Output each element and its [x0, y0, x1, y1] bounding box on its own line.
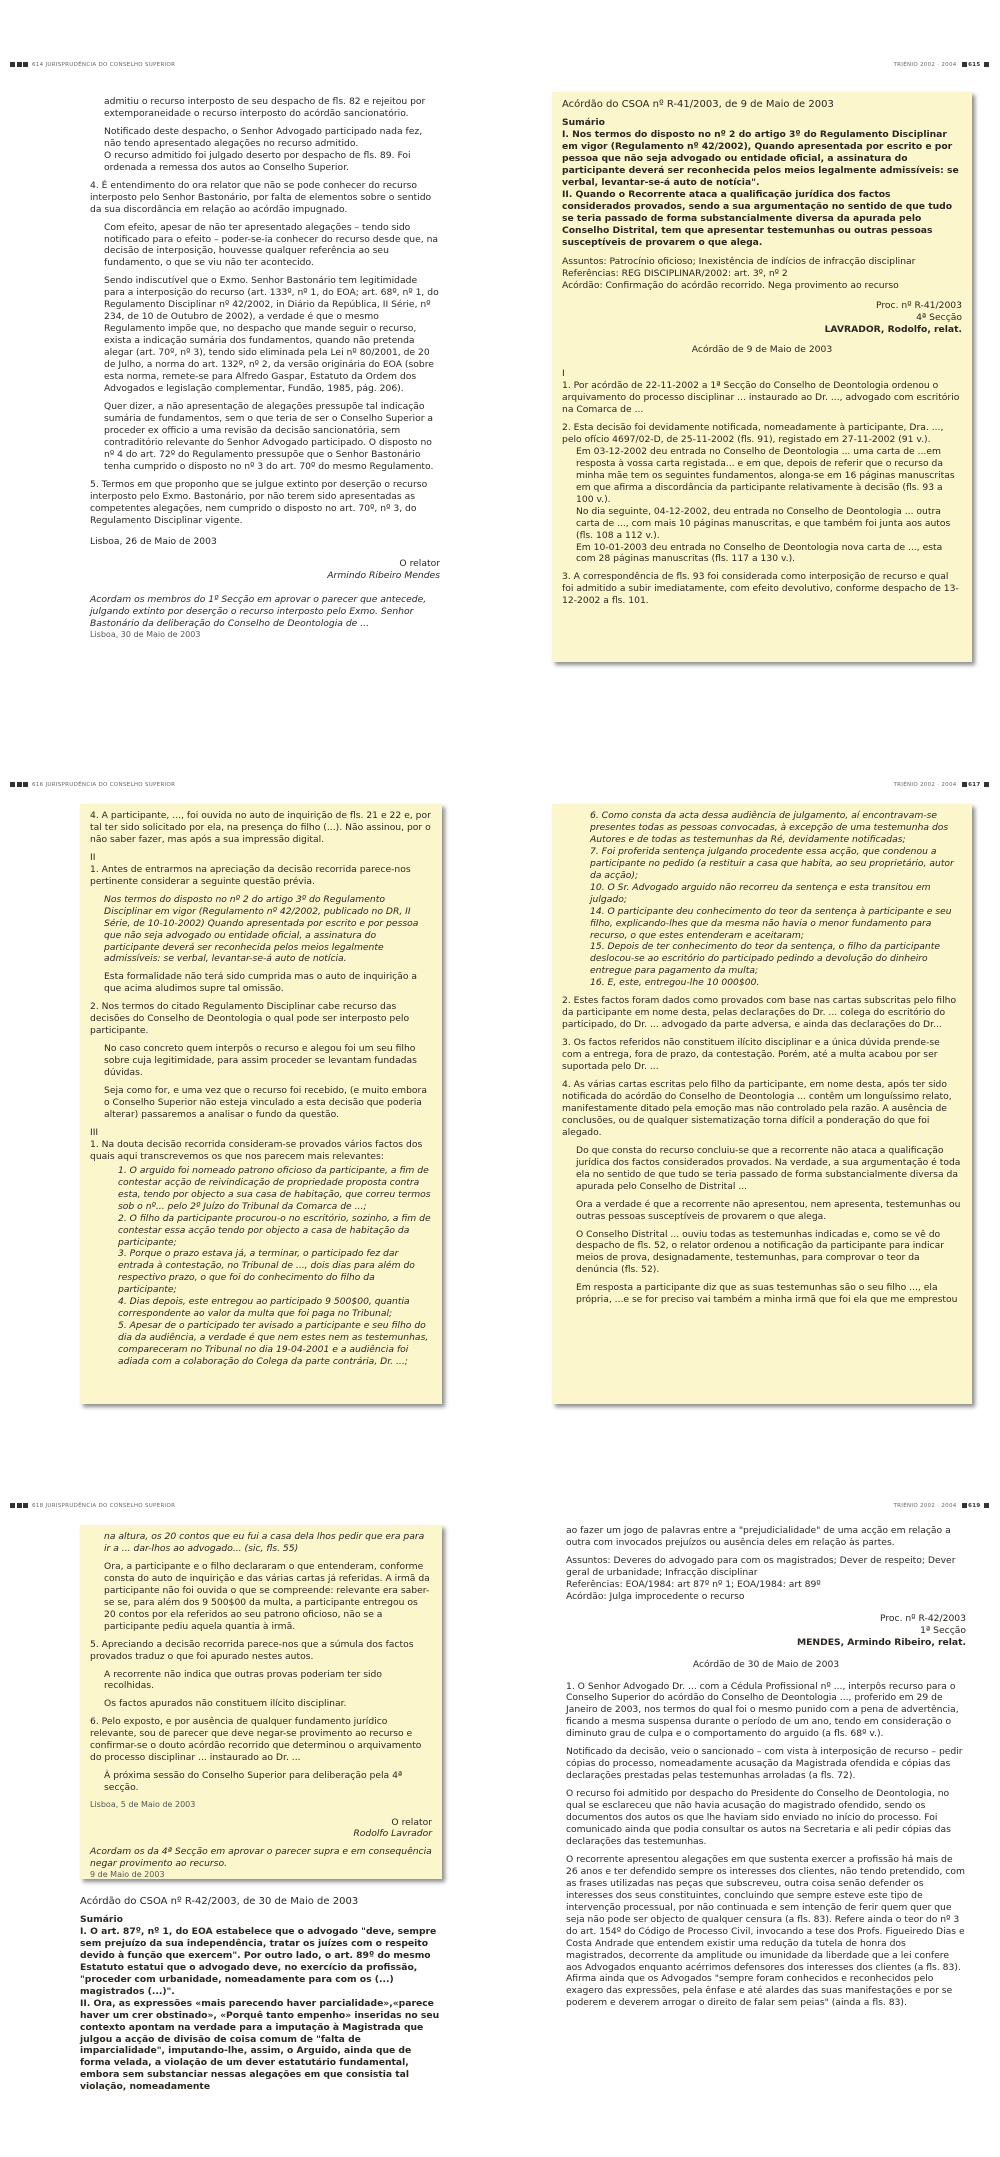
numbered-paragraph: 5. Apreciando a decisão recorrida parece-nos que a súmula dos factos provados traduz o que foi apurado nestes autos.: [90, 1638, 414, 1662]
section-roman: I: [562, 368, 565, 380]
square-icon: [962, 62, 967, 67]
references-line: Referências: EOA/1984: art 87º nº 1; EOA/1984: art 89º: [566, 1578, 821, 1590]
square-icon: [984, 62, 989, 67]
paragraph: O Conselho Distrital ... ouviu todas as testemunhas indicadas e, como se vê do despacho de fls. 52, o relator ordenou a notificação da participante para indicar meios de prova, designadamente, testemunhas, para comprovar o teor da denúncia (fls. 52).: [576, 1228, 944, 1276]
fact-item: 1. O arguido foi nomeado patrono oficioso da participante, a fim de contestar acção de reivindicação de propriedade proposta contra esta, tendo por objecto a sua casa de habitação, que correu termos sob o nº... pelo 2º Juízo do Tribunal da Comarca de ...;: [118, 1164, 431, 1212]
signature-name: Armindo Ribeiro Mendes: [327, 570, 440, 582]
fact-item: 15. Depois de ter conhecimento do teor da sentença, o filho da participante deslocou-se ao escritório do participado pedindo a devolução do dinheiro entregue para pagamento da multa;: [590, 941, 940, 977]
ruling-title: Acórdão do CSOA nº R-42/2003, de 30 de Maio de 2003: [80, 1896, 359, 1907]
paragraph: À próxima sessão do Conselho Superior para deliberação pela 4ª secção.: [104, 1770, 403, 1794]
page-615-summary-box: [552, 92, 972, 662]
spread-2: [0, 782, 1000, 1432]
paragraph: O recorrente apresentou alegações em que sustenta exercer a profissão há mais de 26 anos e ter defendido sempre os interesses dos clientes, não tendo pretendido, com as frases utilizadas nas peças que subscreveu, outra coisa senão defender os interesses dos seus constituintes, concluindo que sempre esteve este tipo de intervenção processual, por não continuada e sem intenção de ferir quem quer que seja não pode ser objecto de qualquer censura (a fls. 83). Refere ainda o teor do nº 3 do art. 154º do Código de Processo Civil, invocando a tese dos Profs. Figueiredo Dias e Costa Andrade que entendem existir uma redução da tutela de honra dos magistrados, decorrente da amplitude ou imunidade da liberdade que a lei confere aos Advogados enquanto acérrimos defensores dos interesses dos clientes (a fls. 83). Afirma ainda que os Advogados "sempre foram conhecidos e reconhecidos pelo exagero das expressões, pela ênfase e até alardes das suas manifestações e por se poderem e deverem arrogar o direito de falar sem peias" (ainda a fls. 83).: [566, 1853, 965, 2009]
numbered-paragraph: 1. Antes de entrarmos na apreciação da decisão recorrida parece-nos pertinente considerar a seguinte questão prévia.: [90, 863, 411, 887]
numbered-paragraph: 3. A correspondência de fls. 93 foi considerada como interposição de recurso e qual foi admitido a subir imediatamente, com efeito devolutivo, conforme despacho de 13-12-2002 a fls. 101.: [562, 571, 959, 607]
quoted-paragraph: na altura, os 20 contos que eu fui a casa dela lhos pedir que era para ir a ... dar-lhos ao advogado... (sic, fls. 55): [104, 1531, 425, 1554]
closing-statement: Acordam os da 4ª Secção em aprovar o parecer supra e em consequência negar provimento ao recurso.: [90, 1846, 432, 1870]
page-header-right: [894, 1503, 990, 1517]
section-roman: II: [90, 851, 96, 863]
proc-section: 1ª Secção: [920, 1624, 966, 1636]
numbered-paragraph: 2. Nos termos do citado Regulamento Disciplinar cabe recurso das decisões do Conselho de Deontologia o qual pode ser interposto pelo participante.: [90, 1001, 410, 1037]
spread-1: [0, 62, 1000, 712]
decision-line: Acórdão: Confirmação do acórdão recorrido. Nega provimento ao recurso: [562, 280, 899, 292]
square-icon: [10, 62, 15, 67]
page-header-left: [10, 62, 175, 76]
numbered-paragraph: 1. Na douta decisão recorrida consideram-se provados vários factos dos quais aqui transcrevemos os que nos parecem mais relevantes:: [90, 1138, 423, 1162]
ruling-title: Acórdão do CSOA nº R-41/2003, de 9 de Maio de 2003: [562, 99, 834, 110]
proc-number: Proc. nº R-42/2003: [879, 1612, 966, 1624]
proc-rapporteur: LAVRADOR, Rodolfo, relat.: [824, 324, 962, 336]
paragraph: A recorrente não indica que outras provas poderiam ter sido recolhidas.: [104, 1668, 383, 1692]
square-icon: [23, 1503, 28, 1508]
paragraph: Seja como for, e uma vez que o recurso foi recebido, (e muito embora o Conselho Superior não esteja vinculado a esta decisão que poderia alterar) passaremos a analisar o fundo da questão.: [104, 1085, 427, 1120]
fact-item: 5. Apesar de o participado ter avisado a participante e seu filho do dia da audiência, a verdade é que nem estes nem as testemunhas, compareceram no Tribunal no dia 19-04-2001 e a audiência foi adiada com a colaboração do Colega da parte contrária, Dr. ...;: [118, 1320, 429, 1368]
running-head: 616 JURISPRUDÊNCIA DO CONSELHO SUPERIOR: [32, 782, 176, 788]
numbered-paragraph: 6. Pelo exposto, e por ausência de qualquer fundamento jurídico relevante, sou de parecer que deve negar-se provimento ao recurso e confirmar-se o douto acórdão recorrido que determinou o arquivamento do processo disciplinar ... instaurado ao Dr. ...: [90, 1716, 422, 1764]
paragraph: Em 03-12-2002 deu entrada no Conselho de Deontologia ... uma carta de ...em resposta à vossa carta registada... e em que, depois de referir que o recurso da minha mãe tem os seguintes fundamentos, alonga-se em 16 páginas manuscritas em que afirma a discordância da participante relativamente à decisão (fls. 93 a 100 v.).: [576, 445, 955, 505]
numbered-paragraph: 1. O Senhor Advogado Dr. ... com a Cédula Profissional nº ..., interpôs recurso para o Conselho Superior do acórdão do Conselho de Deontologia ..., proferido em 29 de Janeiro de 2003, nos termos do qual foi o mesmo punido com a pena de advertência, ficando a mesma suspensa durante o período de um ano, tendo em consideração o diminuto grau de culpa e o comportamento do arguido (a fls. 68º v.).: [566, 1680, 959, 1740]
paragraph: Os factos apurados não constituem ilícito disciplinar.: [104, 1698, 347, 1710]
numbered-paragraph: 4. A participante, ..., foi ouvida no auto de inquirição de fls. 21 e 22 e, por tal ter sido solicitado por ela, na presença do filho (...). Não assinou, por o não saber fazer, mas após a sua impressão digital.: [90, 810, 431, 845]
paragraph: Notificado deste despacho, o Senhor Advogado participado nada fez, não tendo apresentado alegações no recurso admitido.: [104, 125, 423, 149]
square-icon: [17, 62, 22, 67]
page-number: 617: [968, 782, 981, 788]
date-line: Lisboa, 26 de Maio de 2003: [90, 536, 217, 548]
summary-label: Sumário: [80, 1914, 123, 1925]
proc-rapporteur: MENDES, Armindo Ribeiro, relat.: [796, 1636, 966, 1648]
numbered-paragraph: 4. As várias cartas escritas pelo filho da participante, em nome desta, após ter sido notificada do acórdão do Conselho de Deontologia ... contêm um longuíssimo relato, manifestamente ditado pela emoção mas não controlado pela razão. A ausência de conclusões, ou de qualquer sistematização torna difícil a ponderação do que foi alegado.: [562, 1079, 952, 1138]
fact-item: 2. O filho da participante procurou-o no escritório, sozinho, a fim de contestar essa acção tendo por objecto a casa de habitação da participante;: [118, 1212, 431, 1248]
quoted-paragraph: Nos termos do disposto no nº 2 do artigo 3º do Regulamento Disciplinar em vigor (Regulamento nº 42/2002, publicado no DR, II Série, de 10-10-2002) Quando apresentada por escrito e por pessoa que não seja advogado ou entidade oficial, a assinatura do participante deverá ser reconhecida pelos meios legalmente admissíveis: se verbal, levantar-se-á auto de notícia.: [104, 893, 419, 965]
page-618-highlight: [80, 1525, 442, 1879]
decision-line: Acórdão: Julga improcedente o recurso: [566, 1590, 745, 1602]
paragraph: No dia seguinte, 04-12-2002, deu entrada no Conselho de Deontologia ... outra carta de ..., com mais 10 páginas manuscritas, e que também foi junta aos autos (fls. 108 a 112 v.).: [576, 505, 951, 541]
running-head: 614 JURISPRUDÊNCIA DO CONSELHO SUPERIOR: [32, 62, 176, 68]
paragraph: O recurso foi admitido por despacho do Presidente do Conselho de Deontologia, no qual se esclareceu que não havia acusação do magistrado ofendido, sendo os documentos dos autos os que lhe haviam sido enviado no início do processo. Foi comunicado ainda que podia consultar os autos na Secretaria e ali pedir cópias das declarações das testemunhas.: [566, 1788, 951, 1847]
subjects-line: Assuntos: Patrocínio oficioso; Inexistência de indícios de infracção disciplinar: [562, 256, 916, 268]
spread-3: [0, 1503, 1000, 2153]
running-head: TRIÉNIO 2002 · 2004: [893, 1503, 957, 1509]
paragraph: ao fazer um jogo de palavras entre a "prejudicialidade" de uma acção em relação a outra com invocados prejuízos ou ausência deles em relação às partes.: [566, 1525, 951, 1548]
running-head: 618 JURISPRUDÊNCIA DO CONSELHO SUPERIOR: [32, 1503, 176, 1509]
fact-item: 14. O participante deu conhecimento do teor da sentença à participante e seu filho, explicando-lhes que da mesma não havia o menor fundamento para recurso, o que estes entenderam e aceitaram;: [590, 905, 952, 941]
numbered-paragraph: 3. Os factos referidos não constituem ilícito disciplinar e a única dúvida prende-se com a entrega, fora de prazo, da contestação. Porém, até a multa acabou por ser suportada pelo Dr. ...: [562, 1037, 940, 1073]
square-icon: [17, 782, 22, 787]
square-icon: [984, 1503, 989, 1508]
running-head: TRIÉNIO 2002 · 2004: [893, 782, 957, 788]
page-header-right: [894, 62, 990, 76]
summary-point: I. Nos termos do disposto no nº 2 do artigo 3º do Regulamento Disciplinar em vigor (Regulamento nº 42/2002), Quando apresentada por escrito e por pessoa que não seja advogado ou entidade oficial, a assinatura do participante deverá ser reconhecida pelos meios legalmente admissíveis: se verbal, levantar-se-á auto de notícia".: [562, 128, 959, 188]
paragraph: Esta formalidade não terá sido cumprida mas o auto de inquirição a que acima aludimos supre tal omissão.: [104, 971, 418, 995]
paragraph: Notificado da decisão, veio o sancionado – com vista à interposição de recurso – pedir cópias do processo, nomeadamente acusação da Magistrada ofendida e cópias das declarações prestadas pelas testemunhas arroladas (a fls. 72).: [566, 1746, 963, 1782]
paragraph: No caso concreto quem interpôs o recurso e alegou foi um seu filho sobre cuja legitimidade, para assim proceder se levantam fundadas dúvidas.: [104, 1043, 417, 1079]
section-roman: III: [90, 1126, 99, 1138]
page-header-right: [894, 782, 990, 796]
page-617-highlight: [552, 804, 972, 1404]
page-618-ruling: [80, 1895, 442, 2093]
subjects-line: Assuntos: Deveres do advogado para com os magistrados; Dever de respeito; Dever geral de urbanidade; Infracção disciplinar: [566, 1554, 956, 1578]
square-icon: [984, 782, 989, 787]
page-header-left: [10, 1503, 175, 1517]
fact-item: 16. E, este, entregou-lhe 10 000$00.: [590, 977, 760, 989]
fact-item: 10. O Sr. Advogado arguido não recorreu da sentença e esta transitou em julgado;: [590, 881, 931, 905]
page-number: 615: [968, 62, 981, 68]
page-header-left: [10, 782, 175, 796]
ruling-heading: Acórdão de 30 de Maio de 2003: [692, 1658, 840, 1670]
square-icon: [962, 782, 967, 787]
summary-point: II. Ora, as expressões «mais parecendo haver parcialidade»,«parece haver um crer obstinado», «Porquê tanto empenho» inseridas no seu contexto apontam na verdade para a imputação à Magistrada que julgou a acção de divisão de coisa comum de "falta de imparcialidade", imputando-lhe, assim, o Arguido, ainda que de forma velada, a violação de um dever estatutário fundamental, embora sem substanciar nessas alegações em que consistia tal violação, nomeadamente: [80, 1997, 440, 2093]
paragraph: Do que consta do recurso concluiu-se que a recorrente não ataca a qualificação jurídica dos factos considerados provados. Na verdade, a sua argumentação é toda ela no sentido de que tudo se teria passado de forma substancialmente diversa da apurada pelo Conselho de Distrital ...: [576, 1144, 961, 1192]
fact-item: 4. Dias depois, este entregou ao participado 9 500$00, quantia correspondente ao valor da multa que foi paga no Tribunal;: [118, 1296, 410, 1320]
signature-name: Rodolfo Lavrador: [353, 1828, 432, 1840]
numbered-paragraph: 5. Termos em que proponho que se julgue extinto por deserção o recurso interposto pelo Exmo. Bastonário, por não terem sido apresentadas as competentes alegações, nem cumprido o disposto no art. 70º, nº 3, do Regulamento Disciplinar vigente.: [90, 478, 428, 526]
proc-section: 4ª Secção: [916, 312, 962, 324]
square-icon: [10, 782, 15, 787]
paragraph: Ora a verdade é que a recorrente não apresentou, nem apresenta, testemunhas ou outras pessoas susceptíveis de provarem o que alega.: [576, 1198, 961, 1222]
square-icon: [10, 1503, 15, 1508]
fact-item: 7. Foi proferida sentença julgando procedente essa acção, que condenou a participante no pedido (a restituir a casa que habita, ao seu proprietário, autor da acção);: [590, 845, 954, 881]
page-616-highlight: [80, 804, 442, 1404]
date-line: Lisboa, 5 de Maio de 2003: [90, 1800, 196, 1810]
fact-item: 6. Como consta da acta dessa audiência de julgamento, aí encontravam-se presentes todas as pessoas convocadas, à excepção de uma testemunha dos Autores e de todas as testemunhas da Ré, devidamente notificadas;: [590, 810, 949, 845]
summary-point: I. O art. 87º, nº 1, do EOA estabelece que o advogado "deve, sempre sem prejuízo da sua independência, tratar os juízes com o respeito devido à função que exercem". Por outro lado, o art. 89º do mesmo Estatuto estatui que o advogado deve, no exercício da profissão, "proceder com urbanidade, nomeadamente para com os (...) magistrados (...)".: [80, 1925, 437, 1997]
square-icon: [23, 62, 28, 67]
ruling-heading: Acórdão de 9 de Maio de 2003: [691, 344, 833, 356]
page-619: [566, 1525, 966, 2015]
closing-date: Lisboa, 30 de Maio de 2003: [90, 630, 201, 640]
paragraph: O recurso admitido foi julgado deserto por despacho de fls. 89. Foi ordenada a remessa dos autos ao Conselho Superior.: [104, 149, 411, 173]
running-head: TRIÉNIO 2002 · 2004: [893, 62, 957, 68]
proc-number: Proc. nº R-41/2003: [875, 300, 962, 312]
summary-label: Sumário: [562, 117, 605, 128]
paragraph: Em 10-01-2003 deu entrada no Conselho de Deontologia nova carta de ..., esta com 28 páginas manuscritas (fls. 117 a 130 v.).: [576, 541, 943, 565]
page-number: 619: [968, 1503, 981, 1509]
summary-point: II. Quando o Recorrente ataca a qualificação jurídica dos factos considerados provados, sendo a sua argumentação no sentido de que tudo se teria passado de forma substancialmente diversa da apurada pelo Conselho Distrital, tem que apresentar testemunhas ou outras pessoas susceptíveis de provarem o que alega.: [562, 188, 953, 248]
signature-role: O relator: [391, 1816, 432, 1828]
paragraph: Em resposta a participante diz que as suas testemunhas são o seu filho ..., ela própria, ...e se for preciso vai também a minha irmã que foi ela que me emprestou: [576, 1282, 958, 1306]
square-icon: [23, 782, 28, 787]
numbered-paragraph: 4. É entendimento do ora relator que não se pode conhecer do recurso interposto pelo Senhor Bastonário, por falta de elementos sobre o sentido da sua discordância em relação ao acórdão impugnado.: [90, 179, 432, 215]
numbered-paragraph: 2. Estes factos foram dados como provados com base nas cartas subscritas pelo filho da participante em nome desta, pelas declarações do Dr. ... colega do escritório do participado, do Dr. ... advogado da parte adversa, e ainda das declarações do Dr...: [562, 995, 957, 1031]
square-icon: [962, 1503, 967, 1508]
paragraph: admitiu o recurso interposto de seu despacho de fls. 82 e rejeitou por extemporaneidade o recurso interposto do acórdão sancionatório.: [104, 96, 426, 119]
fact-item: 3. Porque o prazo estava já, a terminar, o participado fez dar entrada à contestação, no Tribunal de ..., dois dias para além do respectivo prazo, o que foi do conhecimento do filho da participante;: [118, 1248, 415, 1296]
numbered-paragraph: 1. Por acórdão de 22-11-2002 a 1ª Secção do Conselho de Deontologia ordenou o arquivamento do processo disciplinar ... instaurado ao Dr. ..., advogado com escritório na Comarca de ...: [562, 380, 960, 416]
page-614: [90, 96, 440, 647]
square-icon: [17, 1503, 22, 1508]
closing-statement: Acordam os membros do 1º Secção em aprovar o parecer que antecede, julgando extinto por deserção o recurso interposto pelo Exmo. Senhor Bastonário da deliberação do Conselho de Deontologia de ...: [90, 594, 427, 630]
paragraph: Com efeito, apesar de não ter apresentado alegações – tendo sido notificado para o efeito – poder-se-ia conhecer do recurso desde que, na decisão de interposição, houvesse qualquer referência ao seu fundamento, o que se viu não ter acontecido.: [104, 221, 439, 269]
closing-date: 9 de Maio de 2003: [90, 1870, 165, 1880]
paragraph: Quer dizer, a não apresentação de alegações pressupõe tal indicação sumária de fundamentos, sem o que teria de ser o Conselho Superior a proceder ex officio a uma revisão da decisão sancionatória, sem contraditório relevante do Senhor Advogado participado. O disposto no nº 4 do art. 72º do Regulamento pressupõe que o Senhor Bastonário tenha cumprido o disposto no nº 3 do art. 70º do mesmo Regulamento.: [104, 400, 434, 472]
numbered-paragraph: 2. Esta decisão foi devidamente notificada, nomeadamente à participante, Dra. ..., pelo ofício 4697/02-D, de 25-11-2002 (fls. 91), registado em 27-11-2002 (91 v.).: [562, 421, 944, 445]
paragraph: Sendo indiscutível que o Exmo. Senhor Bastonário tem legitimidade para a interposição do recurso (art. 133º, nº 1, do EOA; art. 68º, nº 1, do Regulamento Disciplinar nº 42/2002, in Diário da República, II Série, nº 234, de 10 de Outubro de 2002), a verdade é que o mesmo Regulamento impõe que, no despacho que mande seguir o recurso, exista a indicação sumária dos fundamentos, quando não pretenda alegar (art. 70º, nº 3), tendo sido eliminada pela Lei nº 80/2001, de 20 de Julho, a norma do art. 132º, nº 2, da versão originária do EOA (sobre esta norma, remete-se para Alfredo Gaspar, Estatuto da Ordem dos Advogados e legislação complementar, Fundão, 1985, pág. 206).: [104, 275, 439, 394]
paragraph: Ora, a participante e o filho declararam o que entenderam, conforme consta do auto de inquirição e das várias cartas já referidas. A irmã da participante não foi ouvida o que se compreende: relevante era saber-se se, para além dos 9 500$00 da multa, a participante entregou os 20 contos por ela referidos ao seu patrono oficioso, não se a participante pediu aquela quantia à irmã.: [104, 1560, 430, 1632]
references-line: Referências: REG DISCIPLINAR/2002: art. 3º, nº 2: [562, 268, 788, 280]
signature-role: O relator: [399, 558, 440, 570]
